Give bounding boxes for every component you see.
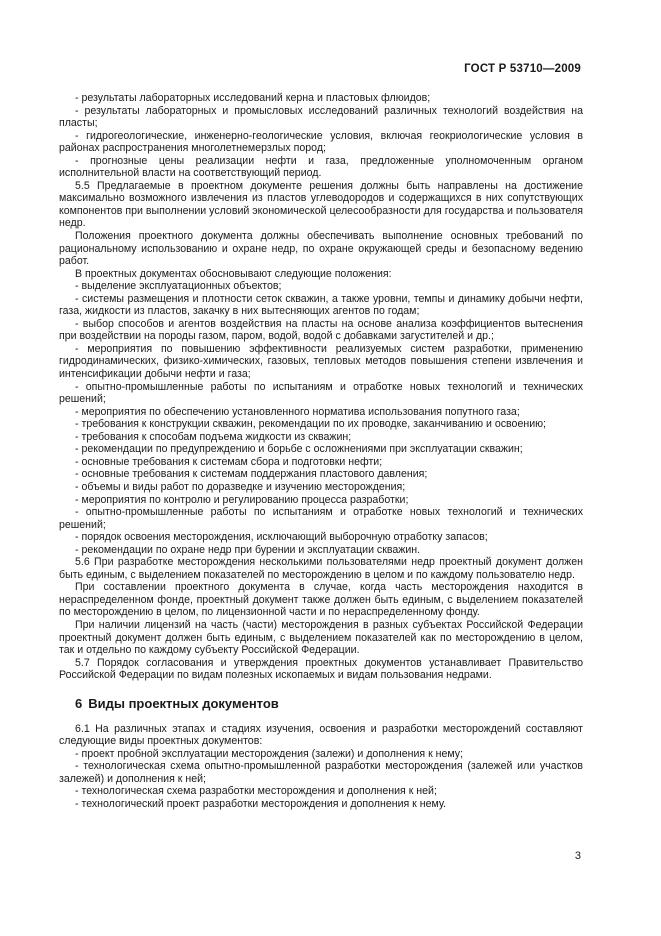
paragraph: - рекомендации по предупреждению и борьбе с осложнениями при эксплуатации скважин; bbox=[75, 443, 523, 456]
paragraph: - гидрогеологические, инженерно-геологические условия, включая геокриологические условия в районах распространения многолетнемерзлых пород; bbox=[59, 129, 583, 155]
paragraph: - требования к конструкции скважин, рекомендации по их проводке, заканчиванию и освоению; bbox=[75, 418, 546, 431]
paragraph: - прогнозные цены реализации нефти и газа, предложенные уполномоченным органом исполнительной власти на соответствующий период. bbox=[59, 154, 583, 180]
paragraph: - требования к способам подъема жидкости из скважин; bbox=[75, 430, 352, 443]
paragraph: - выделение эксплуатационных объектов; bbox=[75, 280, 282, 293]
paragraph: 5.5 Предлагаемые в проектном документе решения должны быть направлены на достижение максимально возможного извлечения из пластов углеводородов и содержащихся в них сопутствующих компонентов при выполнении условий экономической целесообразности для государства и пользователя недр. bbox=[59, 179, 583, 230]
section-title: Виды проектных документов bbox=[88, 695, 279, 711]
section-number: 6 bbox=[75, 695, 83, 711]
paragraph: - мероприятия по обеспечению установленного норматива использования попутного газа; bbox=[75, 405, 520, 418]
paragraph: - технологическая схема разработки месторождения и дополнения к ней; bbox=[75, 785, 437, 798]
text-block-document-types bbox=[59, 723, 583, 811]
paragraph: При наличии лицензий на часть (части) месторождения в разных субъектах Российской Федерации проектный документ должен быть единым, с выделением показателей как по месторождению в целом, так и отдельно по каждому субъекту Российской Федерации. bbox=[59, 618, 583, 657]
paragraph: В проектных документах обосновывают следующие положения: bbox=[75, 267, 392, 280]
paragraph: 5.6 При разработке месторождения несколькими пользователями недр проектный документ должен быть единым, с выделением показателей по месторождению в целом и по каждому пользователю недр. bbox=[59, 556, 583, 581]
paragraph: - системы размещения и плотности сеток скважин, а также уровни, темпы и динамику добычи нефти, газа, жидкости из пластов, закачку в них вытесняющих агентов по годам; bbox=[59, 292, 583, 318]
paragraph: - результаты лабораторных и промысловых исследований различных технологий воздействия на пласты; bbox=[59, 104, 583, 130]
page-body bbox=[59, 92, 583, 811]
paragraph: - технологическая схема опытно-промышленной разработки месторождения (залежей или участков залежей) и дополнения к ней; bbox=[59, 760, 583, 785]
paragraph: При составлении проектного документа в случае, когда часть месторождения находится в нераспределенном фонде, проектный документ также должен быть единым, с выделением показателей по месторождению в целом, по лицензионной части и по нераспределенному фонду. bbox=[59, 581, 583, 619]
section-heading bbox=[75, 696, 583, 711]
page-number: 3 bbox=[574, 850, 581, 862]
paragraph: - основные требования к системам сбора и подготовки нефти; bbox=[75, 455, 383, 468]
paragraph: - мероприятия по повышению эффективности реализуемых систем разработки, применению гидродинамических, физико-химических, газовых, тепловых методов повышения степени извлечения и интенсификации добычи нефти и газа; bbox=[59, 342, 583, 381]
paragraph: 5.7 Порядок согласования и утверждения проектных документов устанавливает Правительство Российской Федерации по видам полезных ископаемых и видам пользования недрами. bbox=[59, 656, 583, 682]
paragraph: - технологический проект разработки месторождения и дополнения к нему. bbox=[75, 797, 447, 810]
paragraph: 6.1 На различных этапах и стадиях изучения, освоения и разработки месторождений составляют следующие виды проектных документов: bbox=[59, 722, 583, 748]
paragraph: - рекомендации по охране недр при бурении и эксплуатации скважин. bbox=[75, 543, 421, 556]
paragraph: - выбор способов и агентов воздействия на пласты на основе анализа коэффициентов вытеснения при воздействии на породы газом, паром, водой, водой с добавками загустителей и др.; bbox=[59, 317, 583, 343]
text-block-requirements bbox=[59, 92, 583, 682]
paragraph: - опытно-промышленные работы по испытаниям и отработке новых технологий и технических решений; bbox=[59, 506, 583, 531]
paragraph: - основные требования к системам поддержания пластового давления; bbox=[75, 468, 428, 481]
paragraph: - объемы и виды работ по доразведке и изучению месторождения; bbox=[75, 480, 406, 493]
paragraph: Положения проектного документа должны обеспечивать выполнение основных требований по рациональному использованию и охране недр, по охране окружающей среды и безопасному ведению работ. bbox=[59, 230, 583, 268]
paragraph: - проект пробной эксплуатации месторождения (залежи) и дополнения к нему; bbox=[75, 747, 464, 760]
document-header: ГОСТ Р 53710—2009 bbox=[464, 63, 581, 75]
paragraph: - мероприятия по контролю и регулированию процесса разработки; bbox=[75, 493, 409, 506]
paragraph: - опытно-промышленные работы по испытаниям и отработке новых технологий и технических решений; bbox=[59, 380, 583, 406]
paragraph: - результаты лабораторных исследований керна и пластовых флюидов; bbox=[75, 92, 431, 104]
paragraph: - порядок освоения месторождения, исключающий выборочную отработку запасов; bbox=[75, 531, 488, 544]
